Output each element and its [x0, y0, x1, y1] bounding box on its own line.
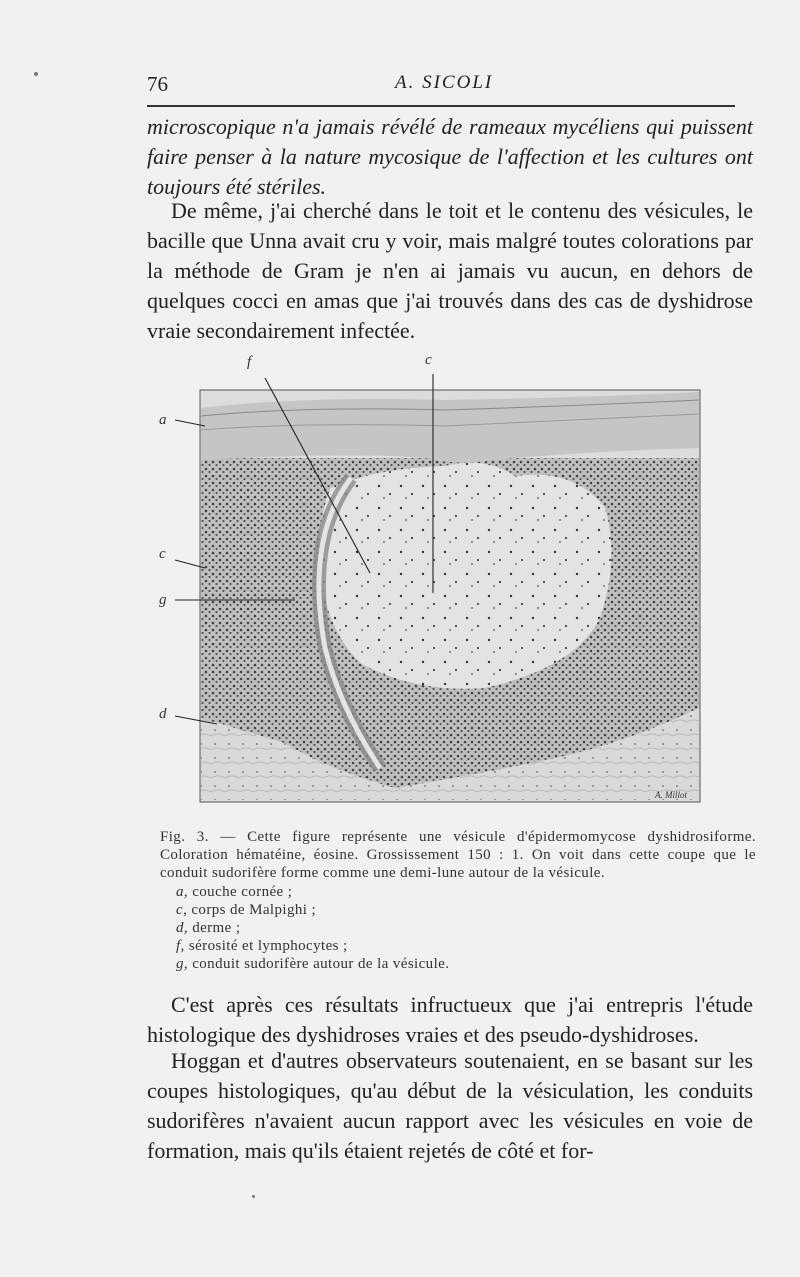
page-number: 76 [147, 72, 168, 96]
caption-legend-item: f, sérosité et lymphocytes ; [176, 938, 348, 955]
header-rule [147, 105, 735, 107]
caption-text: — Cette figure représente une vésicule d'épidermomycose dyshidrosiforme. Coloration hématéine, éosine. Grossissement 150 : 1. On voit dans cette coupe que le conduit sudorifère forme comme une demi-lune autour de la vésicule. [160, 829, 757, 882]
caption-legend-item: a, couche cornée ; [176, 883, 293, 900]
page-speck [252, 1195, 255, 1198]
caption-legend-item: d, derme ; [176, 920, 241, 937]
caption-legend-item: c, corps de Malpighi ; [176, 901, 317, 918]
paragraph-hoggan: Hoggan et d'autres observateurs soutenaient, en se basant sur les coupes histologiques, qu'au début de la vésiculation, les conduits sudorifères n'avaient aucun rapport avec les vésicules en voie de formation, mais qu'ils étaient rejetés de côté et for- [147, 1048, 753, 1163]
paragraph-italic-continuation: microscopique n'a jamais révélé de rameaux mycéliens qui puissent faire penser à la nature mycosique de l'affection et les cultures ont toujours été stériles. [147, 114, 753, 199]
paragraph-histology-study: C'est après ces résultats infructueux que j'ai entrepris l'étude histologique des dyshidroses vraies et des pseudo-dyshidroses. [147, 992, 753, 1047]
label-c-top: c [425, 352, 432, 368]
histology-figure [155, 348, 715, 818]
running-head: A. SICOLI [395, 72, 494, 93]
artist-signature: A. Millot [655, 790, 687, 800]
figure-caption [160, 828, 756, 974]
label-g: g [159, 592, 167, 608]
caption-legend-item: g, conduit sudorifère autour de la vésicule. [176, 956, 450, 973]
caption-figure-label: Fig. 3. [160, 829, 209, 845]
label-d: d [159, 706, 167, 722]
label-c-left: c [159, 546, 166, 562]
page-speck [34, 72, 38, 76]
label-a: a [159, 412, 167, 428]
caption-main [160, 828, 756, 883]
label-f: f [247, 354, 252, 370]
page-header [147, 72, 735, 102]
paragraph-gram-method: De même, j'ai cherché dans le toit et le contenu des vésicules, le bacille que Unna avait cru y voir, mais malgré toutes colorations par la méthode de Gram je n'en ai jamais vu aucun, en dehors de quelques cocci en amas que j'ai trouvés dans des cas de dyshidrose vraie secondairement infectée. [147, 198, 753, 343]
